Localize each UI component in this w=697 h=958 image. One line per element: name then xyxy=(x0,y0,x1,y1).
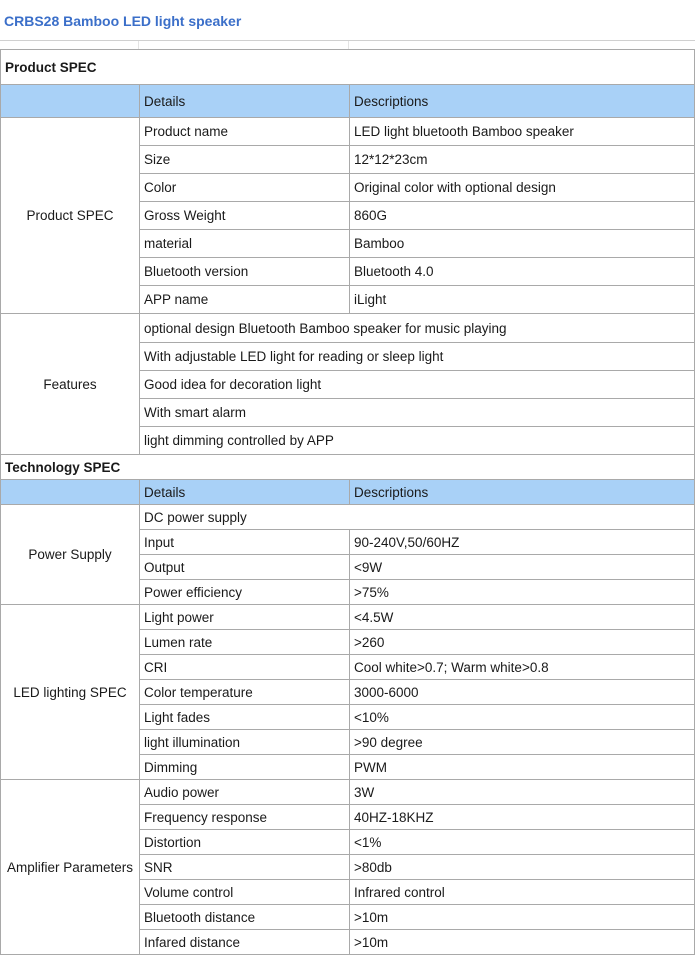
grid-line xyxy=(348,41,349,49)
section-row xyxy=(1,455,695,480)
desc-cell: 12*12*23cm xyxy=(350,146,695,174)
group-label: LED lighting SPEC xyxy=(1,605,140,780)
detail-cell: Product name xyxy=(140,118,350,146)
detail-cell: Distortion xyxy=(140,830,350,855)
desc-cell: 3000-6000 xyxy=(350,680,695,705)
desc-cell: 860G xyxy=(350,202,695,230)
document-title-row xyxy=(0,0,695,41)
detail-cell: Light power xyxy=(140,605,350,630)
desc-cell: Cool white>0.7; Warm white>0.8 xyxy=(350,655,695,680)
spec-table xyxy=(0,49,695,955)
section-title: Product SPEC xyxy=(1,50,695,85)
desc-cell: >75% xyxy=(350,580,695,605)
detail-cell: DC power supply xyxy=(140,505,695,530)
detail-cell: CRI xyxy=(140,655,350,680)
detail-cell: SNR xyxy=(140,855,350,880)
detail-cell: Audio power xyxy=(140,780,350,805)
table-row xyxy=(1,314,695,343)
detail-cell: Lumen rate xyxy=(140,630,350,655)
detail-cell: Frequency response xyxy=(140,805,350,830)
desc-cell: Bamboo xyxy=(350,230,695,258)
desc-cell: 40HZ-18KHZ xyxy=(350,805,695,830)
detail-cell: Infared distance xyxy=(140,930,350,955)
header-descriptions: Descriptions xyxy=(350,85,695,118)
desc-cell: Original color with optional design xyxy=(350,174,695,202)
detail-cell: Input xyxy=(140,530,350,555)
header-blank xyxy=(1,85,140,118)
table-row xyxy=(1,505,695,530)
desc-cell: iLight xyxy=(350,286,695,314)
table-row xyxy=(1,605,695,630)
feature-cell: optional design Bluetooth Bamboo speaker for music playing xyxy=(140,314,695,343)
section-row xyxy=(1,50,695,85)
document-title: CRBS28 Bamboo LED light speaker xyxy=(4,13,242,29)
detail-cell: Color temperature xyxy=(140,680,350,705)
header-descriptions: Descriptions xyxy=(350,480,695,505)
desc-cell: >10m xyxy=(350,905,695,930)
feature-cell: Good idea for decoration light xyxy=(140,371,695,399)
detail-cell: Power efficiency xyxy=(140,580,350,605)
desc-cell: 90-240V,50/60HZ xyxy=(350,530,695,555)
detail-cell: Gross Weight xyxy=(140,202,350,230)
group-label: Product SPEC xyxy=(1,118,140,314)
group-label: Features xyxy=(1,314,140,455)
group-label: Power Supply xyxy=(1,505,140,605)
detail-cell: Output xyxy=(140,555,350,580)
desc-cell: <9W xyxy=(350,555,695,580)
desc-cell: >90 degree xyxy=(350,730,695,755)
detail-cell: APP name xyxy=(140,286,350,314)
desc-cell: <4.5W xyxy=(350,605,695,630)
detail-cell: material xyxy=(140,230,350,258)
detail-cell: Bluetooth version xyxy=(140,258,350,286)
desc-cell: <1% xyxy=(350,830,695,855)
desc-cell: >260 xyxy=(350,630,695,655)
detail-cell: Volume control xyxy=(140,880,350,905)
feature-cell: With smart alarm xyxy=(140,399,695,427)
detail-cell: Size xyxy=(140,146,350,174)
grid-line xyxy=(138,41,139,49)
header-details: Details xyxy=(140,480,350,505)
table-row xyxy=(1,780,695,805)
detail-cell: Bluetooth distance xyxy=(140,905,350,930)
header-row xyxy=(1,480,695,505)
header-details: Details xyxy=(140,85,350,118)
feature-cell: light dimming controlled by APP xyxy=(140,427,695,455)
detail-cell: Dimming xyxy=(140,755,350,780)
desc-cell: >80db xyxy=(350,855,695,880)
header-blank xyxy=(1,480,140,505)
desc-cell: Bluetooth 4.0 xyxy=(350,258,695,286)
header-row xyxy=(1,85,695,118)
detail-cell: light illumination xyxy=(140,730,350,755)
section-title: Technology SPEC xyxy=(1,455,695,480)
detail-cell: Light fades xyxy=(140,705,350,730)
feature-cell: With adjustable LED light for reading or sleep light xyxy=(140,343,695,371)
spacer-row xyxy=(0,41,695,49)
group-label: Amplifier Parameters xyxy=(1,780,140,955)
desc-cell: LED light bluetooth Bamboo speaker xyxy=(350,118,695,146)
desc-cell: Infrared control xyxy=(350,880,695,905)
desc-cell: >10m xyxy=(350,930,695,955)
desc-cell: 3W xyxy=(350,780,695,805)
detail-cell: Color xyxy=(140,174,350,202)
desc-cell: PWM xyxy=(350,755,695,780)
desc-cell: <10% xyxy=(350,705,695,730)
table-row xyxy=(1,118,695,146)
